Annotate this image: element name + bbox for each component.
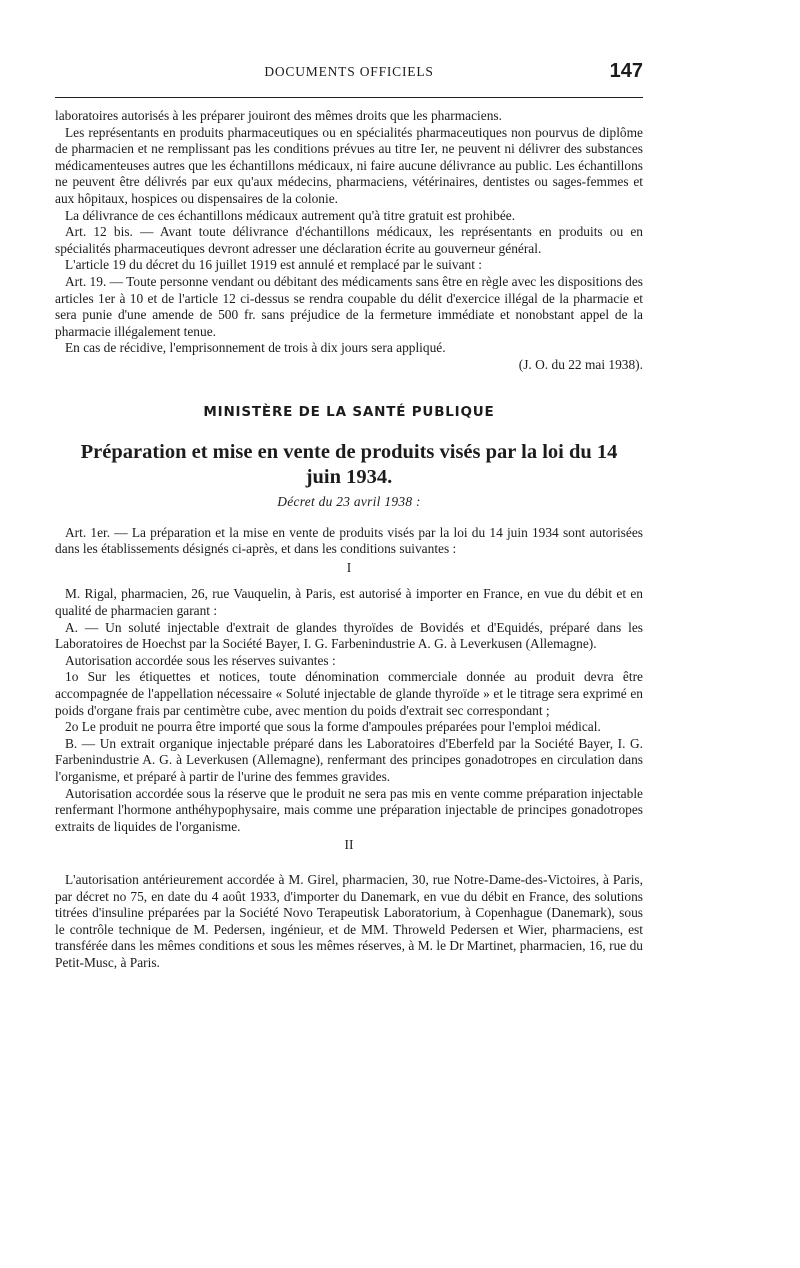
paragraph: B. — Un extrait organique injectable préparé dans les Laboratoires d'Eberfeld par la Société Bayer, I. G. Farbenindustrie A. G. à Leverkusen (Allemagne), renfermant des principes gonadotropes en circulation dans l'organisme, et préparé à partir de l'urine des femmes gravides. [55, 735, 643, 784]
section-number-2: II [344, 837, 354, 853]
body-text [55, 108, 643, 972]
paragraph: L'autorisation antérieurement accordée à M. Girel, pharmacien, 30, rue Notre-Dame-des-Victoires, à Paris, par décret no 75, en date du 4 août 1933, d'importer du Danemark, en vue du débit en France, des solutions titrées d'insuline préparées par la Société Novo Terapeutisk Laboratorium, à Copenhague (Danemark), sous le contrôle technique de M. Pedersen, ingénieur, et de MM. Throweld Pedersen et Wier, pharmaciens, est transférée dans les mêmes conditions et sous les mêmes réserves, à M. le Dr Martinet, pharmacien, 16, rue du Petit-Musc, à Paris. [55, 871, 643, 970]
running-header [55, 60, 643, 88]
paragraph: En cas de récidive, l'emprisonnement de trois à dix jours sera appliqué. [65, 340, 446, 356]
running-title: DOCUMENTS OFFICIELS [264, 64, 434, 79]
paragraph: 2o Le produit ne pourra être importé que sous la forme d'ampoules préparées pour l'emploi médical. [65, 719, 601, 735]
ministry-heading: MINISTÈRE DE LA SANTÉ PUBLIQUE [203, 403, 495, 420]
decree-title: Préparation et mise en vente de produits visés par la loi du 14 juin 1934. [80, 441, 618, 489]
paragraph: Autorisation accordée sous les réserves suivantes : [65, 652, 336, 668]
paragraph: Les représentants en produits pharmaceutiques ou en spécialités pharmaceutiques non pourvus de diplôme de pharmacien et ne remplissant pas les conditions prévues au titre Ier, ne peuvent ni délivrer des substances médicamenteuses autres que les échantillons médicaux, ni faire aucune délivrance au public. Les échantillons ne peuvent être délivrés par eux qu'aux médecins, pharmaciens, vétérinaires, dentistes ou sages-femmes et aux hôpitaux, hospices ou dispensaires de la colonie. [55, 124, 643, 206]
page-number: 147 [609, 60, 643, 82]
header-rule [55, 97, 643, 98]
paragraph: A. — Un soluté injectable d'extrait de glandes thyroïdes de Bovidés et d'Equidés, préparé dans les Laboratoires de Hoechst par la Société Bayer, I. G. Farbenindustrie A. G. à Leverkusen (Allemagne). [55, 619, 643, 652]
paragraph: Art. 19. — Toute personne vendant ou débitant des médicaments sans être en règle avec les dispositions des articles 1er à 10 et de l'article 12 ci-dessus se rendra coupable du délit d'exercice illégal de la pharmacie et sera punie d'une amende de 500 fr. sans préjudice de la fermeture immédiate et nonobstant appel de la pharmacie illégalement tenue. [55, 273, 643, 339]
paragraph: Autorisation accordée sous la réserve que le produit ne sera pas mis en vente comme préparation injectable renfermant l'hormone anthéhypophysaire, mais comme une préparation injectable de principes gonadotropes extraits de liquides de l'organisme. [55, 785, 643, 834]
article-1: Art. 1er. — La préparation et la mise en vente de produits visés par la loi du 14 juin 1934 sont autorisées dans les établissements désignés ci-après, et dans les conditions suivantes : [55, 524, 643, 557]
source-reference: (J. O. du 22 mai 1938). [518, 356, 643, 372]
section-number-1: I [346, 559, 352, 575]
paragraph: Art. 12 bis. — Avant toute délivrance d'échantillons médicaux, les représentants en produits ou en spécialités pharmaceutiques devront adresser une déclaration écrite au gouverneur général. [55, 224, 643, 256]
decree-date: Décret du 23 avril 1938 : [277, 494, 421, 510]
paragraph: L'article 19 du décret du 16 juillet 1919 est annulé et remplacé par le suivant : [65, 257, 483, 273]
paragraph: M. Rigal, pharmacien, 26, rue Vauquelin, à Paris, est autorisé à importer en France, en vue du débit et en qualité de pharmacien garant : [55, 586, 643, 619]
paragraph: laboratoires autorisés à les préparer jouiront des mêmes droits que les pharmaciens. [55, 108, 502, 123]
paragraph: 1o Sur les étiquettes et notices, toute dénomination commerciale donnée au produit devra être accompagnée de l'appellation nécessaire « Soluté injectable de glande thyroïde » et le titrage sera exprimé en poids d'organe frais par centimètre cube, avec mention du poids d'extrait sec correspondant ; [55, 669, 643, 718]
paragraph: La délivrance de ces échantillons médicaux autrement qu'à titre gratuit est prohibée. [65, 207, 516, 223]
